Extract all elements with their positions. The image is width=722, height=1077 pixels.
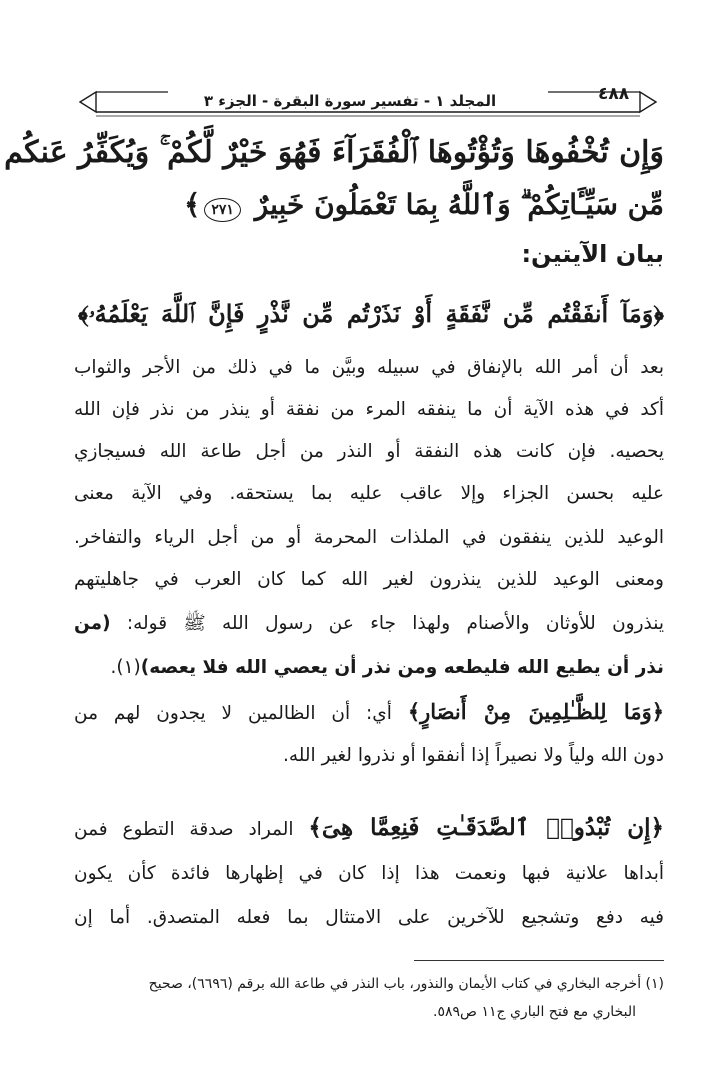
running-header-title: المجلد ١ - تفسير سورة البقرة - الجزء ٣: [203, 92, 497, 110]
body-line-13: فيه دفع وتشجيع للآخرين على الامتثال بما فعله المتصدق. أما إن: [74, 907, 664, 928]
quoted-verse-3: ﴿إِن تُبْدُوا۟ ٱلصَّدَقَـٰتِ فَنِعِمَّا هِىَ﴾: [308, 814, 665, 841]
hadith-text: نذر أن يطيع الله فليطعه ومن نذر أن يعصي الله فلا يعصه): [140, 657, 664, 678]
verse-line-2: [78, 182, 664, 228]
body-line-8: [74, 648, 664, 688]
body-line-3: يحصيه. فإن كانت هذه النفقة أو النذر من أجل طاعة الله فسيجازي: [74, 441, 664, 462]
verse-line-2-text: مِّن سَيِّـَٔاتِكُمْ ۗ وَٱللَّهُ بِمَا تَعْمَلُونَ خَبِيرٌ: [254, 188, 664, 221]
footnote-line-1: (١) أخرجه البخاري في كتاب الأيمان والنذور، باب النذر في طاعة الله برقم (٦٦٩٦)، صحيح: [148, 976, 664, 992]
body-line-12: أبداها علانية فبها ونعمت هذا إذا كان في إظهارها فائدة كأن يكون: [74, 863, 664, 884]
body-line-10: دون الله ولياً ولا نصيراً إذا أنفقوا أو نذروا لغير الله.: [283, 745, 664, 766]
body-line-11: [74, 806, 664, 852]
hadith-open: (من: [74, 613, 111, 634]
body-line-5: الوعيد للذين ينفقون في الملذات المحرمة أو من أجل الرياء والتفاخر.: [74, 527, 664, 548]
body-line-9: [74, 692, 664, 734]
page-number: ٤٨٨: [598, 84, 630, 104]
body-line-2: أكد في هذه الآية أن ما ينفقه المرء من نفقة أو ينذر من نذر فإن الله: [74, 399, 664, 420]
footnote-reference: (١).: [110, 657, 141, 678]
body-line-7: [74, 604, 664, 644]
body-line-7-text: ينذرون للأوثان والأصنام ولهذا جاء عن رسول الله ﷺ قوله:: [110, 613, 664, 634]
verse-line-1: وَإِن تُخْفُوهَا وَتُؤْتُوهَا ٱلْفُقَرَآءَ فَهُوَ خَيْرٌ لَّكُمْ ۚ وَيُكَفِّرُ عَنكُم: [4, 135, 664, 170]
ayah-number-marker: ٢٧١: [204, 198, 241, 222]
body-line-1: بعد أن أمر الله بالإنفاق في سبيله وبيَّن ما في ذلك من الأجر والثواب: [74, 357, 664, 378]
section-heading: بيان الآيتين:: [521, 240, 664, 268]
body-line-11-text: المراد صدقة التطوع فمن: [74, 819, 309, 840]
footnote-line-2: البخاري مع فتح الباري ج١١ ص٥٨٩.: [433, 1004, 636, 1020]
quoted-verse-1: ﴿وَمَآ أَنفَقْتُم مِّن نَّفَقَةٍ أَوْ نَذَرْتُم مِّن نَّذْرٍ فَإِنَّ ٱللَّهَ يَعْلَمُهُۥ﴾: [78, 299, 664, 328]
body-line-9-text: أي: أن الظالمين لا يجدون لهم من: [74, 703, 408, 724]
verse-close-bracket: ﴾: [183, 188, 201, 221]
body-line-4: عليه بحسن الجزاء وإلا عاقب عليه بما يستحقه. وفي الآية معنى: [74, 483, 664, 504]
quoted-verse-2: ﴿وَمَا لِلظَّـٰلِمِينَ مِنْ أَنصَارٍ﴾: [407, 699, 665, 724]
body-line-6: ومعنى الوعيد للذين ينذرون لغير الله كما كان العرب في جاهليتهم: [74, 569, 664, 590]
footnote-divider: [414, 960, 664, 961]
